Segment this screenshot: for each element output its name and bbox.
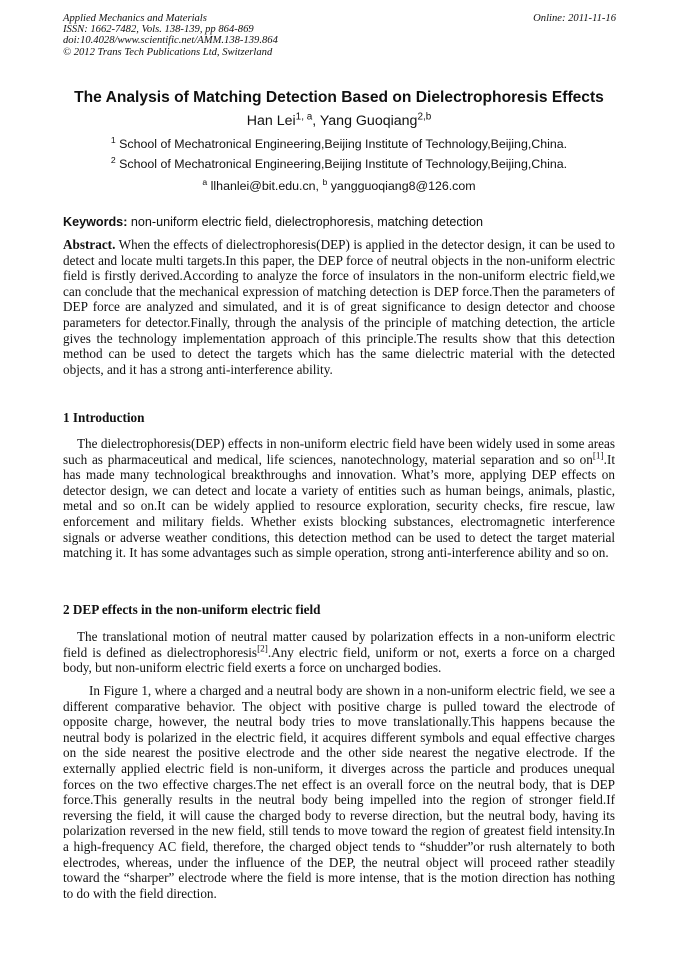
author-sup: 2,b — [417, 111, 432, 123]
issn: ISSN: 1662-7482, Vols. 138-139, pp 864-869 — [63, 24, 254, 36]
aff-sup: 1 — [110, 134, 116, 145]
author-sup: 1, a — [295, 111, 313, 123]
paragraph — [63, 683, 615, 901]
affiliation — [0, 134, 678, 151]
para-text: .It has made many technological breakthroughs and innovation. What’s more, applying DEP effects on detector design, we can detect and locate a variety of entities such as human beings, animals, plastic, metal and so on.It can be widely applied to resource exploration, security checks, fire rescue, law enforcement and military fields. Whether exists blocking substances, electromagnetic interference signals or adverse weather conditions, this detection method can be used to detect the target material matching it. It has some advantages such as simple operation, strong anti-interference ability and so on. — [63, 451, 615, 561]
doi: doi:10.4028/www.scientific.net/AMM.138-139.864 — [63, 35, 278, 47]
section-heading: 2 DEP effects in the non-uniform electric field — [63, 602, 321, 617]
citation[interactable]: [2] — [257, 643, 268, 654]
journal-name: Applied Mechanics and Materials — [63, 13, 207, 24]
para-text: The dielectrophoresis(DEP) effects in non-uniform electric field have been widely used in some areas such as pharmaceutical and medical, life sciences, nanotechnology, material separation and so on — [63, 436, 615, 467]
journal-header — [63, 13, 278, 58]
abstract-label: Abstract. — [63, 237, 116, 252]
abstract — [63, 237, 615, 377]
keywords-label: Keywords: — [63, 215, 128, 229]
emails — [0, 176, 678, 193]
paper-title: The Analysis of Matching Detection Based on Dielectrophoresis Effects — [74, 89, 604, 106]
abstract-text: When the effects of dielectrophoresis(DEP) is applied in the detector design, it can be used to detect and locate multi targets.In this paper, the DEP force of neutral objects in the non-uniform electric field is firstly derived.According to analyze the force of insulators in the non-uniform electric field,we can conclude that the mechanical expression of matching detection is DEP force.Then the parameters of DEP force are analyzed and simulated, and it is of great significance to design detector and choose parameters for detector.Finally, through the analysis of the principle of matching detection, the article gives the technology implementation approach of this principle.The results show that this detection method can be used to detect the targets which has the same dielectric material with the detected objects, and it has a strong anti-interference ability. — [63, 237, 615, 377]
citation[interactable]: [1] — [592, 450, 604, 461]
paragraph — [63, 629, 615, 676]
authors: Han Lei$^{1, a}$, Yang Guoqiang$^{2,b}$ — [246, 111, 432, 129]
aff-text: School of Mechatronical Engineering,Beijing Institute of Technology,Beijing,China. — [119, 157, 568, 171]
email-link[interactable]: yangguoqiang8@126.com — [330, 179, 476, 193]
para-text: .Any electric field, uniform or not, exerts a force on a charged body, but non-uniform electric field exerts a force on uncharged bodies. — [63, 644, 615, 676]
keywords — [63, 215, 483, 229]
online-date: Online: 2011-11-16 — [533, 13, 616, 24]
copyright: © 2012 Trans Tech Publications Ltd, Switzerland — [63, 46, 273, 58]
email-link[interactable]: llhanlei@bit.edu.cn, — [210, 179, 319, 193]
author-name: Yang Guoqiang — [319, 113, 418, 129]
email-sup: b — [322, 176, 328, 187]
section-heading: 1 Introduction — [63, 410, 145, 425]
keywords-text: non-uniform electric field, dielectrophoresis, matching detection — [130, 215, 483, 229]
paragraph — [63, 436, 615, 561]
aff-text: School of Mechatronical Engineering,Beijing Institute of Technology,Beijing,China. — [119, 137, 568, 151]
para-text: The translational motion of neutral matter caused by polarization effects in a non-uniform electric field is defined as dielectrophoresis — [63, 629, 615, 660]
author-name: Han Lei — [246, 113, 296, 129]
para-text: In Figure 1, where a charged and a neutral body are shown in a non-uniform electric field, we see a different comparative behavior. The object with positive charge is pulled toward the electrode of opposite charge, however, the neutral body tries to move translationally.This happens because the neutral body is polarized in the electric field, it acquires different symbols and equal effective charges on the side nearest the positive electrode and the other side nearest the negative electrode. If the externally applied electric field is non-uniform, it diverges across the particle and produces unequal forces on the two effective charges.The net effect is an overall force on the neutral body, that is DEP force.This generally results in the neutral body being impelled into the region of stronger field.If reversing the field, it will cause the charged body to reverse direction, but the neutral body, having its polarization reversed in the new field, still tends to move toward the region of greatest field intensity.In a high-frequency AC field, therefore, the charged object tends to “shudder”or rush alternately to both electrodes, whereas, under the influence of the DEP, the neutral object will proceed rather steadily toward the “sharper” electrode where the field is more intense, that is the motion direction has nothing to do with the field direction. — [63, 683, 615, 901]
affiliation — [0, 154, 678, 171]
aff-sup: 2 — [110, 154, 116, 165]
email-sup: a — [202, 176, 208, 187]
